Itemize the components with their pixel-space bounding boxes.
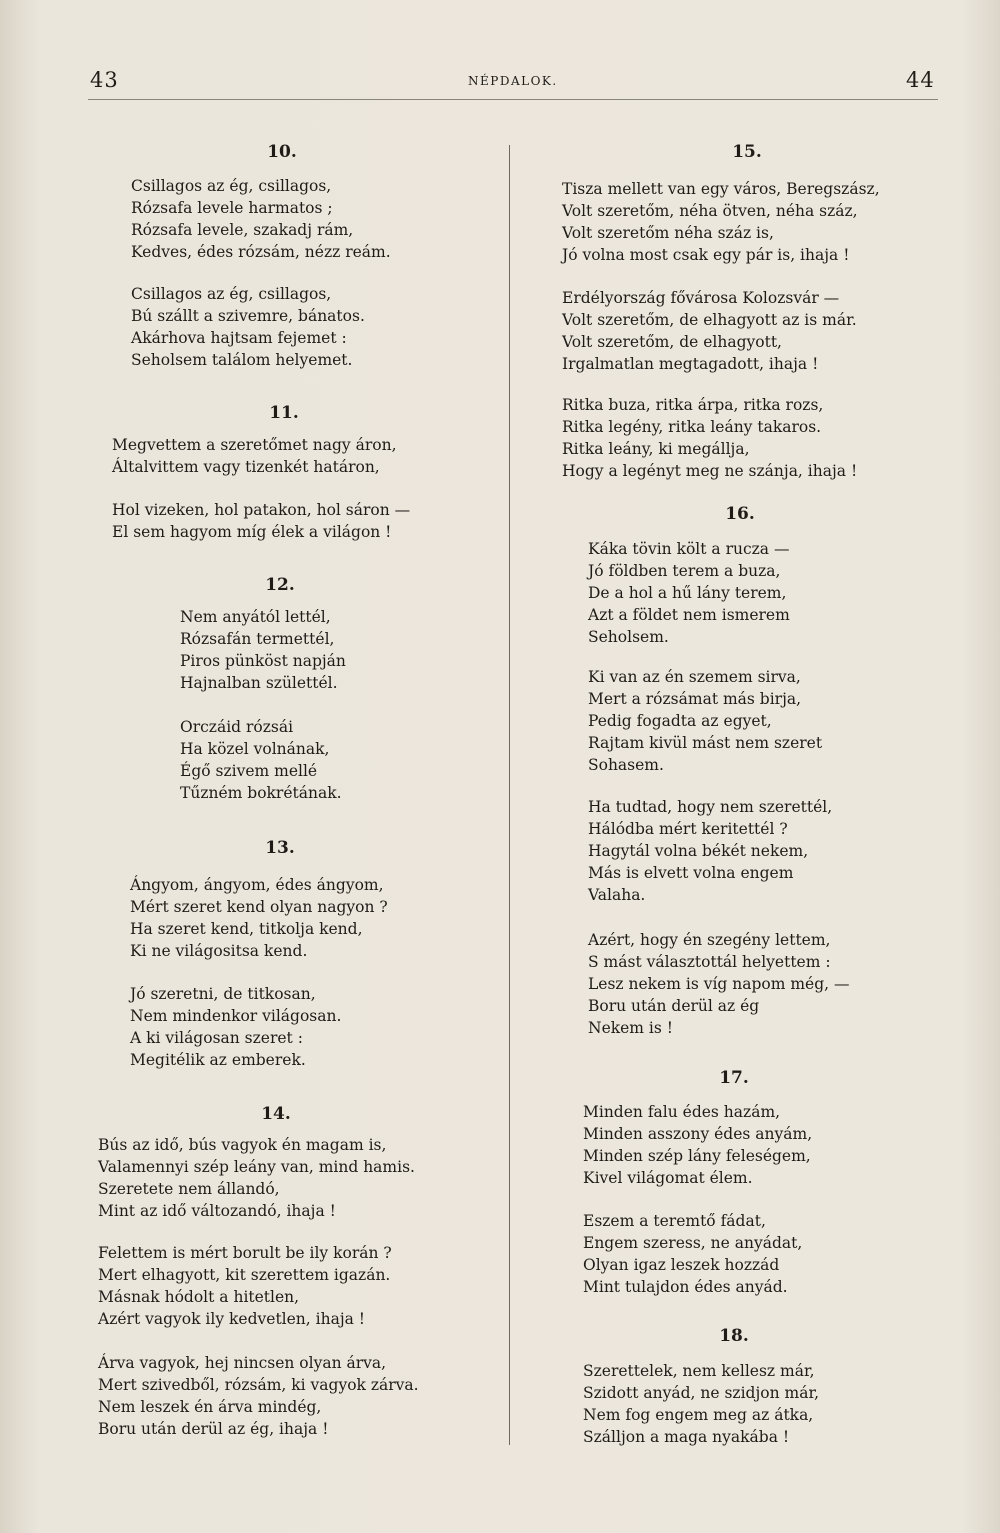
verse-line: Nekem is ! [588, 1019, 673, 1037]
poem-10-stanza-2 [131, 283, 365, 371]
verse-line: Azért, hogy én szegény lettem, [588, 931, 831, 949]
poem-13-stanza-1 [130, 874, 388, 962]
verse-line: Hálódba mért keritettél ? [588, 820, 788, 838]
header-rule [88, 99, 938, 100]
verse-line: Káka tövin költ a rucza — [588, 540, 790, 558]
page-header [0, 68, 1000, 98]
poem-number: 15. [732, 142, 762, 162]
verse-line: Piros pünköst napján [180, 652, 346, 670]
verse-line: Hogy a legényt meg ne szánja, ihaja ! [562, 462, 858, 480]
poem-number: 17. [719, 1068, 749, 1088]
verse-line: Minden szép lány feleségem, [583, 1147, 811, 1165]
verse-line: Szidott anyád, ne szidjon már, [583, 1384, 820, 1402]
verse-line: Árva vagyok, hej nincsen olyan árva, [98, 1354, 387, 1372]
verse-line: Jó szeretni, de titkosan, [130, 985, 316, 1003]
verse-line: Szeretete nem állandó, [98, 1180, 280, 1198]
poem-number: 16. [725, 504, 755, 524]
left-page-number: 43 [90, 68, 119, 92]
verse-line: Irgalmatlan megtagadott, ihaja ! [562, 355, 819, 373]
verse-line: Valaha. [588, 886, 646, 904]
verse-line: Nem anyától lettél, [180, 608, 331, 626]
verse-line: Boru után derül az ég [588, 997, 760, 1015]
verse-line: Szerettelek, nem kellesz már, [583, 1362, 815, 1380]
verse-line: Rózsafán termettél, [180, 630, 335, 648]
verse-line: Szálljon a maga nyakába ! [583, 1428, 790, 1446]
verse-line: Égő szivem mellé [180, 762, 318, 780]
verse-line: Hajnalban születtél. [180, 674, 338, 692]
verse-line: Olyan igaz leszek hozzád [583, 1256, 780, 1274]
verse-line: Ritka buza, ritka árpa, ritka rozs, [562, 396, 824, 414]
poem-15-stanza-1 [562, 178, 880, 266]
verse-line: Rajtam kivül mást nem szeret [588, 734, 823, 752]
verse-line: Akárhova hajtsam fejemet : [131, 329, 347, 347]
poem-16-stanza-4 [588, 929, 850, 1039]
poem-16-stanza-3 [588, 796, 832, 906]
verse-line: Rózsafa levele harmatos ; [131, 199, 333, 217]
poem-15-stanza-2 [562, 287, 857, 375]
verse-line: El sem hagyom míg élek a világon ! [112, 523, 392, 541]
poem-13-stanza-2 [130, 983, 341, 1071]
verse-line: Rózsafa levele, szakadj rám, [131, 221, 354, 239]
poem-number: 13. [265, 838, 295, 858]
verse-line: Nem mindenkor világosan. [130, 1007, 342, 1025]
poem-11-stanza-1 [112, 434, 397, 478]
poem-14-stanza-1 [98, 1134, 415, 1222]
verse-line: Mert a rózsámat más birja, [588, 690, 802, 708]
poem-number: 11. [269, 403, 299, 423]
right-page-number: 44 [906, 68, 935, 92]
verse-line: Ritka legény, ritka leány takaros. [562, 418, 822, 436]
verse-line: Ha tudtad, hogy nem szerettél, [588, 798, 833, 816]
verse-line: Ha szeret kend, titkolja kend, [130, 920, 363, 938]
verse-line: Ki ne világositsa kend. [130, 942, 308, 960]
poem-12-stanza-2 [180, 716, 342, 804]
verse-line: Seholsem találom helyemet. [131, 351, 353, 369]
verse-line: Jó földben terem a buza, [588, 562, 781, 580]
verse-line: Felettem is mért borult be ily korán ? [98, 1244, 392, 1262]
verse-line: Hagytál volna békét nekem, [588, 842, 809, 860]
verse-line: A ki világosan szeret : [130, 1029, 303, 1047]
verse-line: Másnak hódolt a hitetlen, [98, 1288, 300, 1306]
column-divider [509, 145, 510, 1445]
verse-line: S mást választottál helyettem : [588, 953, 831, 971]
verse-line: Mint az idő változandó, ihaja ! [98, 1202, 336, 1220]
poem-11-stanza-2 [112, 499, 410, 543]
verse-line: Ángyom, ángyom, édes ángyom, [130, 876, 384, 894]
verse-line: Mért szeret kend olyan nagyon ? [130, 898, 388, 916]
poem-14-stanza-3 [98, 1352, 419, 1440]
poem-number: 14. [261, 1104, 291, 1124]
verse-line: Eszem a teremtő fádat, [583, 1212, 766, 1230]
verse-line: Sohasem. [588, 756, 664, 774]
poem-14-stanza-2 [98, 1242, 392, 1330]
verse-line: Megvettem a szeretőmet nagy áron, [112, 436, 397, 454]
verse-line: Mert szivedből, rózsám, ki vagyok zárva. [98, 1376, 419, 1394]
verse-line: Volt szeretőm, de elhagyott az is már. [562, 311, 857, 329]
verse-line: Pedig fogadta az egyet, [588, 712, 772, 730]
verse-line: Kivel világomat élem. [583, 1169, 753, 1187]
verse-line: Lesz nekem is víg napom még, — [588, 975, 850, 993]
poem-15-stanza-3 [562, 394, 857, 482]
verse-line: Jó volna most csak egy pár is, ihaja ! [562, 246, 850, 264]
poem-16-stanza-2 [588, 666, 822, 776]
verse-line: Orczáid rózsái [180, 718, 294, 736]
verse-line: Hol vizeken, hol patakon, hol sáron — [112, 501, 411, 519]
verse-line: Engem szeress, ne anyádat, [583, 1234, 803, 1252]
verse-line: Erdélyország fővárosa Kolozsvár — [562, 289, 840, 307]
verse-line: Azt a földet nem ismerem [588, 606, 790, 624]
verse-line: Nem fog engem meg az átka, [583, 1406, 814, 1424]
poem-12-stanza-1 [180, 606, 346, 694]
verse-line: Ki van az én szemem sirva, [588, 668, 801, 686]
verse-line: Volt szeretőm néha száz is, [562, 224, 774, 242]
verse-line: Seholsem. [588, 628, 669, 646]
verse-line: Azért vagyok ily kedvetlen, ihaja ! [98, 1310, 366, 1328]
verse-line: Általvittem vagy tizenkét határon, [112, 458, 380, 476]
verse-line: Boru után derül az ég, ihaja ! [98, 1420, 329, 1438]
verse-line: Megitélik az emberek. [130, 1051, 306, 1069]
verse-line: Minden falu édes hazám, [583, 1103, 781, 1121]
verse-line: Kedves, édes rózsám, nézz reám. [131, 243, 391, 261]
verse-line: Mint tulajdon édes anyád. [583, 1278, 788, 1296]
verse-line: Bús az idő, bús vagyok én magam is, [98, 1136, 387, 1154]
verse-line: Csillagos az ég, csillagos, [131, 177, 332, 195]
verse-line: Minden asszony édes anyám, [583, 1125, 813, 1143]
poem-18-stanza-1 [583, 1360, 819, 1448]
verse-line: Tisza mellett van egy város, Beregszász, [562, 180, 880, 198]
poem-number: 10. [267, 142, 297, 162]
running-title: NÉPDALOK. [468, 74, 558, 88]
verse-line: Ritka leány, ki megállja, [562, 440, 750, 458]
verse-line: De a hol a hű lány terem, [588, 584, 787, 602]
verse-line: Mert elhagyott, kit szerettem igazán. [98, 1266, 391, 1284]
poem-17-stanza-2 [583, 1210, 802, 1298]
verse-line: Valamennyi szép leány van, mind hamis. [98, 1158, 415, 1176]
verse-line: Nem leszek én árva mindég, [98, 1398, 322, 1416]
poem-16-stanza-1 [588, 538, 790, 648]
poem-number: 18. [719, 1326, 749, 1346]
poem-number: 12. [265, 575, 295, 595]
poem-17-stanza-1 [583, 1101, 812, 1189]
verse-line: Volt szeretőm, de elhagyott, [562, 333, 782, 351]
verse-line: Más is elvett volna engem [588, 864, 794, 882]
verse-line: Tűzném bokrétának. [180, 784, 342, 802]
verse-line: Volt szeretőm, néha ötven, néha száz, [562, 202, 858, 220]
poem-10-stanza-1 [131, 175, 391, 263]
verse-line: Csillagos az ég, csillagos, [131, 285, 332, 303]
verse-line: Bú szállt a szivemre, bánatos. [131, 307, 365, 325]
verse-line: Ha közel volnának, [180, 740, 330, 758]
